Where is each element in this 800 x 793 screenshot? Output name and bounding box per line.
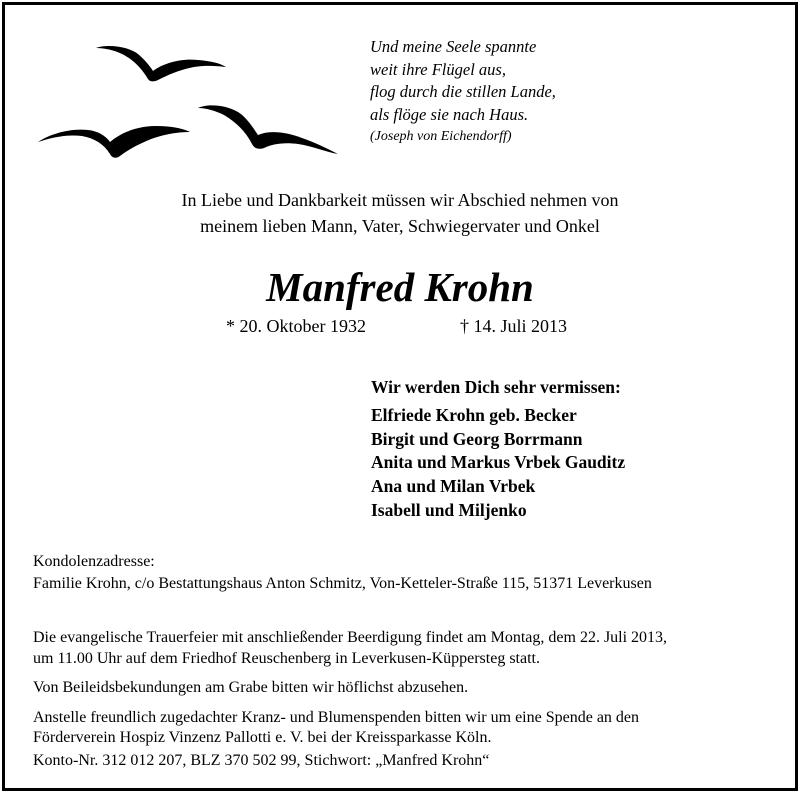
intro-line: In Liebe und Dankbarkeit müssen wir Abschied nehmen von xyxy=(181,190,619,210)
bird-icon xyxy=(38,126,190,158)
condolence-address-block xyxy=(33,551,652,595)
intro-line: meinem lieben Mann, Vater, Schwiegervater und Onkel xyxy=(200,215,600,236)
donation-info-line: Anstelle freundlich zugedachter Kranz- und Blumenspenden bitten wir um eine Spende an den xyxy=(33,708,640,726)
death-date: † 14. Juli 2013 xyxy=(460,316,568,336)
mourner-name: Birgit und Georg Borrmann xyxy=(371,428,583,449)
deceased-name: Manfred Krohn xyxy=(266,264,534,310)
poem-author: (Joseph von Eichendorff) xyxy=(370,129,512,144)
donation-info xyxy=(33,708,667,749)
intro-text xyxy=(0,188,800,239)
donation-info-line: Förderverein Hospiz Vinzenz Pallotti e. V. bei der Kreissparkasse Köln. xyxy=(33,729,492,746)
mourner-name: Ana und Milan Vrbek xyxy=(371,476,536,497)
condolence-label: Kondolenzadresse: xyxy=(33,553,155,570)
bird-icon xyxy=(198,105,338,154)
poem-line: weit ihre Flügel aus, xyxy=(370,59,506,79)
mourner-name: Isabell und Miljenko xyxy=(371,499,527,520)
funeral-info-line: um 11.00 Uhr auf dem Friedhof Reuschenberg in Leverkusen-Küppersteg statt. xyxy=(33,649,540,667)
mourners-block xyxy=(371,376,625,523)
condolence-request: Von Beileidsbekundungen am Grabe bitten wir höflichst abzusehen. xyxy=(33,679,469,696)
bank-account: Konto-Nr. 312 012 207, BLZ 370 502 99, Stichwort: „Manfred Krohn“ xyxy=(33,751,490,769)
poem-line: Und meine Seele spannte xyxy=(370,37,537,56)
condolence-address: Familie Krohn, c/o Bestattungshaus Anton Schmitz, Von-Ketteler-Straße 115, 51371 Leverkusen xyxy=(33,575,652,592)
poem xyxy=(370,36,556,148)
flying-birds-icon xyxy=(38,40,338,160)
poem-line: als flöge sie nach Haus. xyxy=(370,104,529,124)
mourners-heading: Wir werden Dich sehr vermissen: xyxy=(371,377,621,397)
mourner-name: Elfriede Krohn geb. Becker xyxy=(371,404,577,425)
mourner-name: Anita und Markus Vrbek Gauditz xyxy=(371,452,626,473)
birth-date: * 20. Oktober 1932 xyxy=(226,316,366,336)
poem-line: flog durch die stillen Lande, xyxy=(370,82,556,101)
funeral-info xyxy=(33,628,667,669)
funeral-notes xyxy=(33,628,667,780)
funeral-info-line: Die evangelische Trauerfeier mit anschließender Beerdigung findet am Montag, dem 22. Juli 2013, xyxy=(33,629,668,646)
bird-icon xyxy=(96,46,226,81)
